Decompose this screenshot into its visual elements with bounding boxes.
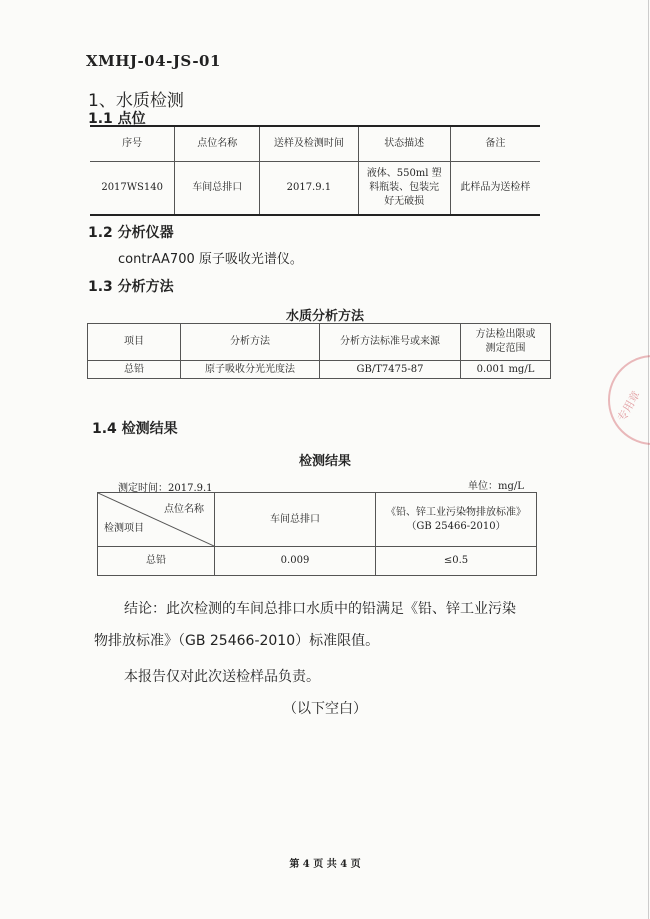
header-standard [376,493,537,547]
section-title-results: 1.4 检测结果 [92,421,178,437]
diag-test-item: 检测项目 [104,523,144,534]
header-status: 状态描述 [358,126,450,162]
header-serial: 序号 [90,126,175,162]
unit-label: 单位：mg/L [468,481,524,492]
table-row [98,547,537,576]
cell-item: 总铅 [98,547,215,576]
standard-line-2: （GB 25466-2010） [406,520,506,532]
cell-limit: ≤0.5 [376,547,537,576]
conclusion-line-2: 物排放标准》（GB 25466-2010）标准限值。 [94,633,380,649]
cell-sample-time: 2017.9.1 [260,162,359,216]
cell-point-name: 车间总排口 [175,162,260,216]
header-remark: 备注 [450,126,540,162]
diagonal-header-cell [98,493,215,547]
status-line-3: 好无破损 [384,196,425,207]
diag-point-name: 点位名称 [164,504,204,515]
cell-status [358,162,450,216]
analysis-method-table [87,323,551,379]
results-table-caption: 检测结果 [298,454,351,469]
sampling-point-table [90,125,540,216]
cell-method: 原子吸收分光光度法 [181,361,320,379]
table-header-row [98,493,537,547]
page-footer: 第 4 页 共 4 页 [289,859,361,870]
status-line-1: 液体、550ml 塑 [366,168,442,179]
header-item: 项目 [88,324,181,361]
header-point-name: 点位名称 [175,126,260,162]
conclusion-line-1: 结论：此次检测的车间总排口水质中的铅满足《铅、锌工业污染 [124,601,516,617]
section-title-instrument: 1.2 分析仪器 [88,225,174,241]
seal-text: 专用章 [615,388,643,424]
header-sample-time: 送样及检测时间 [260,126,359,162]
responsibility-note: 本报告仅对此次送检样品负责。 [124,669,320,685]
blank-below-note: （以下空白） [283,701,367,717]
measure-date: 测定时间：2017.9.1 [118,483,213,494]
cell-remark: 此样品为送检样 [450,162,540,216]
standard-line-1: 《铅、锌工业污染物排放标准》 [386,506,526,518]
table-row [88,361,551,379]
instrument-text: contrAA700 原子吸收光谱仪。 [118,252,303,267]
cell-serial: 2017WS140 [90,162,175,216]
header-workshop-outlet: 车间总排口 [215,493,376,547]
cell-measured-value: 0.009 [215,547,376,576]
table-row [90,162,540,216]
cell-item: 总铅 [88,361,181,379]
detection-limit-line-1: 方法检出限或 [475,329,536,340]
header-detection-limit [461,324,551,361]
detection-limit-line-2: 测定范围 [485,343,526,354]
section-title-method: 1.3 分析方法 [88,279,174,295]
results-table [97,492,537,576]
table-header-row [88,324,551,361]
section-title-sampling-point: 1.1 点位 [88,111,146,127]
document-code: XMHJ-04-JS-01 [86,52,221,70]
status-line-2: 料瓶装、包装完 [369,182,440,193]
header-standard: 分析方法标准号或来源 [320,324,461,361]
header-method: 分析方法 [181,324,320,361]
cell-detection-limit: 0.001 mg/L [461,361,551,379]
cell-standard: GB/T7475-87 [320,361,461,379]
method-table-caption: 水质分析方法 [285,309,364,324]
table-header-row [90,126,540,162]
diagonal-line [98,493,214,546]
section-title-water-testing: 1、水质检测 [88,91,184,111]
